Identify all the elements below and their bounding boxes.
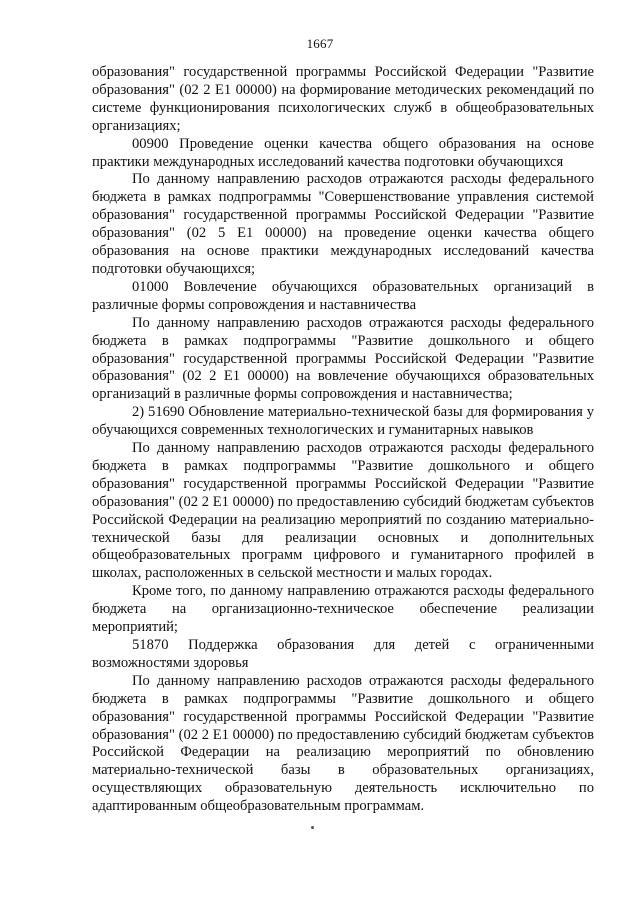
paragraph-description-51690: По данному направлению расходов отражаются расходы федерального бюджета в рамках подпрограммы "Развитие дошкольного и общего образования" государственной программы Российской Федерации "Развитие образования" (02 2 E1 00000) по предоставлению субсидий бюджетам субъектов Российской Федерации на реализацию мероприятий по созданию материально-технической базы для реализации основных и дополнительных общеобразовательных программ цифрового и гуманитарного профилей в школах, расположенных в сельской местности и малых городах. xyxy=(92,440,594,582)
paragraph-additional-51690: Кроме того, по данному направлению отражаются расходы федерального бюджета на организационно-техническое обеспечение реализации мероприятий; xyxy=(92,583,594,636)
paragraph-description-51870: По данному направлению расходов отражаются расходы федерального бюджета в рамках подпрограммы "Развитие дошкольного и общего образования" государственной программы Российской Федерации "Развитие образования" (02 2 E1 00000) по предоставлению субсидий бюджетам субъектов Российской Федерации на реализацию мероприятий по обновлению материально-технической базы в образовательных организациях, осуществляющих образовательную деятельность исключительно по адаптированным общеобразовательным программам. xyxy=(92,672,594,815)
paragraph-code-01000: 01000 Вовлечение обучающихся образовательных организаций в различные формы сопровождения и наставничества xyxy=(92,278,594,313)
paragraph-code-51870: 51870 Поддержка образования для детей с ограниченными возможностями здоровья xyxy=(92,637,594,671)
document-body xyxy=(92,64,594,816)
paragraph-description-00900: По данному направлению расходов отражаются расходы федерального бюджета в рамках подпрограммы "Совершенствование управления системой образования" государственной программы Российской Федерации "Развитие образования" (02 5 E1 00000) на проведение оценки качества общего образования на основе практики международных исследований качества подготовки обучающихся; xyxy=(92,171,594,277)
paragraph-description-01000: По данному направлению расходов отражаются расходы федерального бюджета в рамках подпрограммы "Развитие дошкольного и общего образования" государственной программы Российской Федерации "Развитие образования" (02 2 E1 00000) на вовлечение обучающихся образовательных организаций в различные формы сопровождения и наставничества; xyxy=(92,314,594,403)
page-number: 1667 xyxy=(306,36,334,51)
paragraph-code-51690: 2) 51690 Обновление материально-технической базы для формирования у обучающихся современных технологических и гуманитарных навыков xyxy=(92,404,594,439)
scan-dot-mark xyxy=(311,826,314,829)
paragraph-continuation: образования" государственной программы Российской Федерации "Развитие образования" (02 2 E1 00000) на формирование методических рекомендаций по системе функционирования психологических служб в общеобразовательных организациях; xyxy=(92,64,594,134)
paragraph-code-00900: 00900 Проведение оценки качества общего образования на основе практики международных исследований качества подготовки обучающихся xyxy=(92,135,594,170)
